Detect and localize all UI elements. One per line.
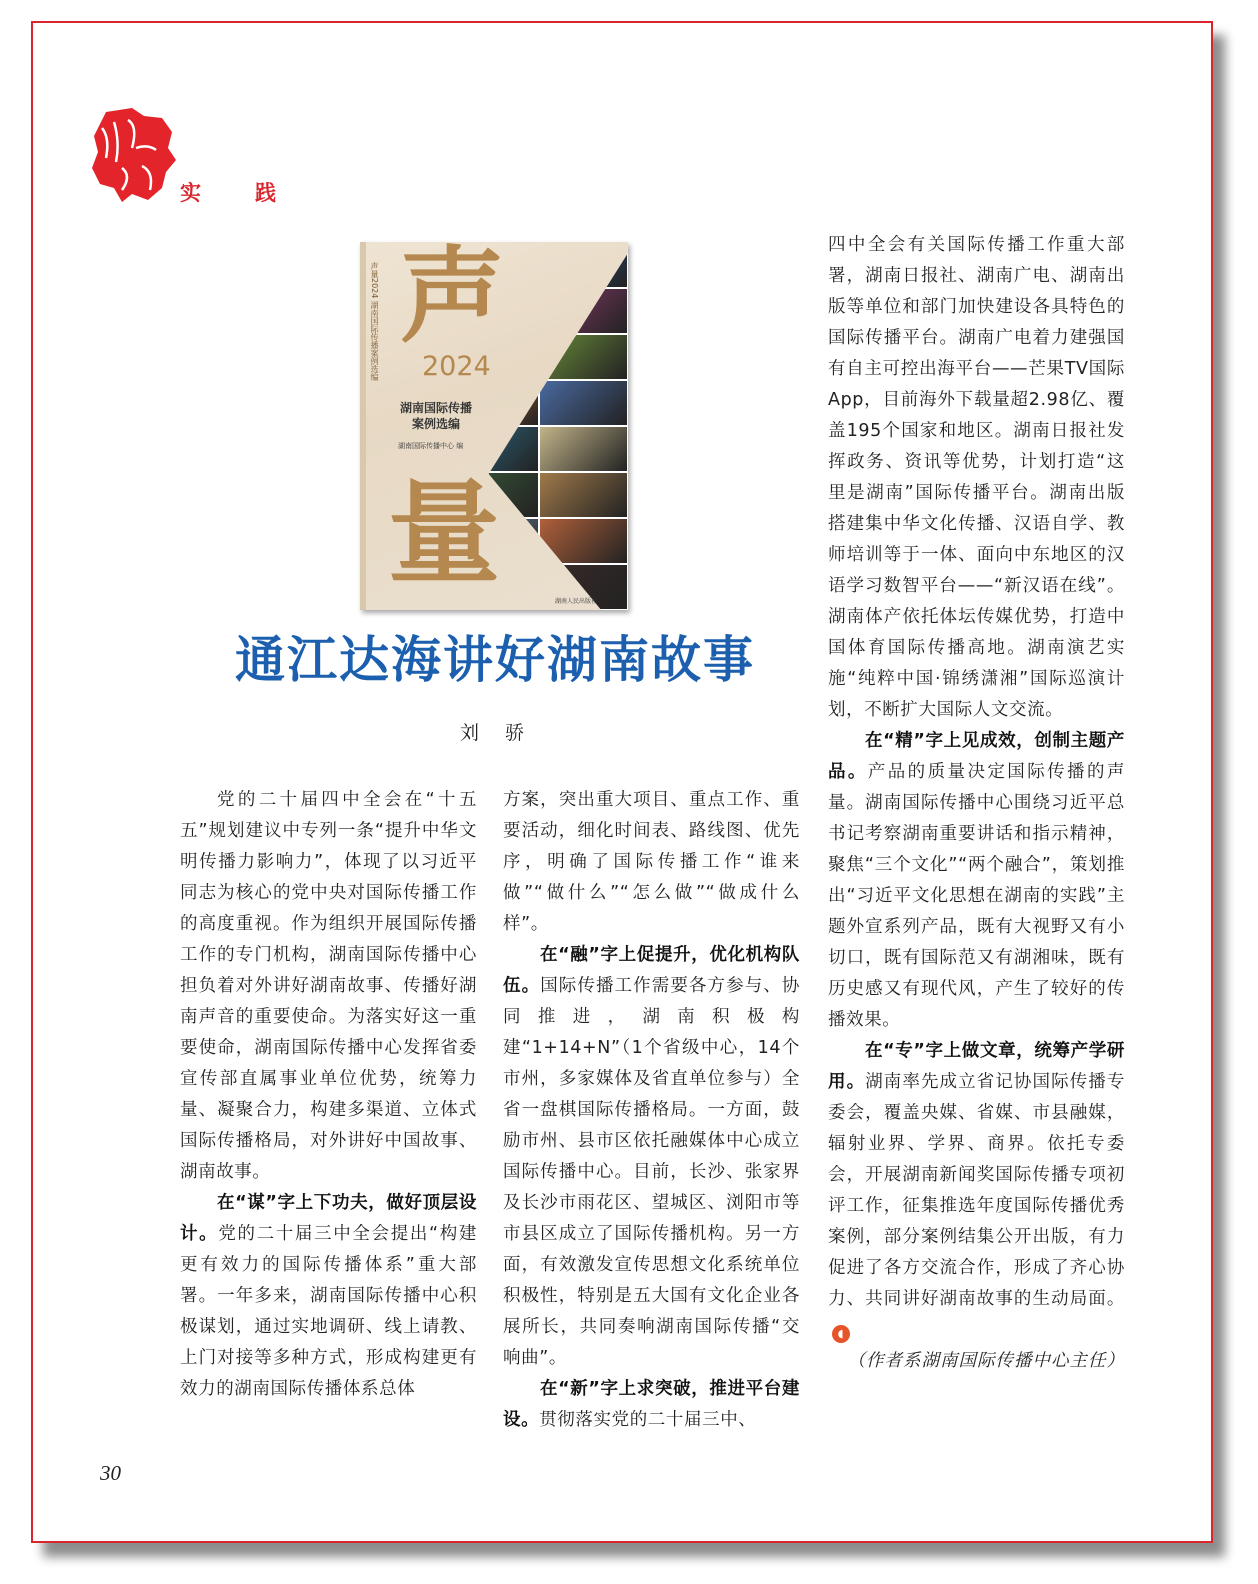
paragraph: 党的二十届四中全会在“十五五”规划建议中专列一条“提升中华文明传播力影响力”，体现了以习近平同志为核心的党中央对国际传播工作的高度重视。作为组织开展国际传播工作的专门机构，湖南国际传播中心担负着对外讲好湖南故事、传播好湖南声音的重要使命。为落实好这一重要使命，湖南国际传播中心发挥省委宣传部直属事业单位优势，统筹力量、凝聚合力，构建多渠道、立体式国际传播格局，对外讲好中国故事、湖南故事。 xyxy=(180,790,477,1182)
paragraph-text: 湖南率先成立省记协国际传播专委会，覆盖央媒、省媒、市县融媒，辐射业界、学界、商界。依托专委会，开展湖南新闻奖国际传播专项初评工作，征集推选年度国际传播优秀案例，部分案例结集公开出版，有力促进了各方交流合作，形成了齐心协力、共同讲好湖南故事的生动局面。 xyxy=(828,1072,1125,1309)
book-year: 2024 xyxy=(422,351,491,382)
book-subtitle-line2: 案例选编 xyxy=(411,417,460,431)
column-2 xyxy=(503,785,800,1436)
book-subtitle xyxy=(396,400,476,432)
paragraph xyxy=(180,1188,477,1405)
paragraph-text: 党的二十届三中全会提出“构建更有效力的国际传播体系”重大部署。一年多来，湖南国际传播中心积极谋划，通过实地调研、线上请教、上门对接等多种方式，形成构建更有效力的湖南国际传播体系总体 xyxy=(180,1224,477,1399)
book-publisher: 湖南人民出版社 xyxy=(555,598,598,605)
article-author: 刘骄 xyxy=(460,722,551,744)
paragraph xyxy=(828,726,1125,1036)
paragraph xyxy=(503,1374,800,1436)
book-subtitle-line1: 湖南国际传播 xyxy=(399,401,472,415)
page-number: 30 xyxy=(100,1461,121,1485)
collage-photo xyxy=(539,518,628,564)
paragraph: 四中全会有关国际传播工作重大部署，湖南日报社、湖南广电、湖南出版等单位和部门加快建设各具特色的国际传播平台。湖南广电着力建强国有自主可控出海平台——芒果TV国际App，目前海外下载量超2.98亿、覆盖195个国家和地区。湖南日报社发挥政务、资讯等优势，计划打造“这里是湖南”国际传播平台。湖南出版搭建集中华文化传播、汉语自学、教师培训等于一体、面向中东地区的汉语学习数智平台——“新汉语在线”。湖南体产依托体坛传媒优势，打造中国体育国际传播高地。湖南演艺实施“纯粹中国·锦绣潇湘”国际巡演计划，不断扩大国际人文交流。 xyxy=(828,235,1125,720)
section-label-right: 践 xyxy=(255,181,276,205)
column-3 xyxy=(828,230,1125,1377)
book-title-char-bottom: 量 xyxy=(388,468,500,599)
paragraph xyxy=(503,940,800,1374)
collage-photo xyxy=(539,380,628,426)
article-title: 通江达海讲好湖南故事 xyxy=(235,630,755,689)
xinxiang-pinglun-logo xyxy=(92,108,176,202)
section-label-left: 实 xyxy=(180,181,201,205)
paragraph-lead: 在“专”字上做文章，统筹产学研用。 xyxy=(828,1041,1125,1092)
paragraph-lead: 在“精”字上见成效，创制主题产品。 xyxy=(828,731,1125,782)
paragraph-lead: 在“新”字上求突破，推进平台建设。 xyxy=(503,1379,800,1430)
collage-photo xyxy=(539,334,628,380)
column-1 xyxy=(180,785,477,1405)
paragraph xyxy=(828,1036,1125,1346)
magazine-end-mark-icon: ◖ xyxy=(832,1325,850,1343)
book-cover-image xyxy=(360,242,628,610)
book-spine xyxy=(360,242,366,610)
collage-photo xyxy=(539,242,628,288)
paragraph-lead: 在“谋”字上下功夫，做好顶层设计。 xyxy=(180,1193,477,1244)
collage-photo xyxy=(539,426,628,472)
collage-photo xyxy=(539,288,628,334)
book-spine-text: 声量2024 湖南国际传播案例选编 xyxy=(370,262,379,381)
paragraph-lead: 在“融”字上促提升，优化机构队伍。 xyxy=(503,945,800,996)
book-editor: 湖南国际传播中心 编 xyxy=(398,442,464,450)
paragraph-text: 国际传播工作需要各方参与、协同推进，湖南积极构建“1+14+N”（1个省级中心，14个市州，多家媒体及省直单位参与）全省一盘棋国际传播格局。一方面，鼓励市州、县市区依托融媒体中心成立国际传播中心。目前，长沙、张家界及长沙市雨花区、望城区、浏阳市等市县区成立了国际传播机构。另一方面，有效激发宣传思想文化系统单位积极性，特别是五大国有文化企业各展所长，共同奏响湖南国际传播“交响曲”。 xyxy=(503,976,800,1368)
paragraph-text: 产品的质量决定国际传播的声量。湖南国际传播中心围绕习近平总书记考察湖南重要讲话和指示精神，聚焦“三个文化”“两个融合”，策划推出“习近平文化思想在湖南的实践”主题外宣系列产品，既有大视野又有小切口，既有国际范又有湖湘味，既有历史感又有现代风，产生了较好的传播效果。 xyxy=(828,762,1125,1030)
paragraph: 方案，突出重大项目、重点工作、重要活动，细化时间表、路线图、优先序，明确了国际传播工作“谁来做”“做什么”“怎么做”“做成什么样”。 xyxy=(503,790,800,934)
collage-photo xyxy=(539,472,628,518)
paragraph-text: 贯彻落实党的二十届三中、 xyxy=(539,1410,757,1430)
book-title-char-top: 声 xyxy=(400,242,505,357)
author-note: （作者系湖南国际传播中心主任） xyxy=(847,1351,1125,1371)
